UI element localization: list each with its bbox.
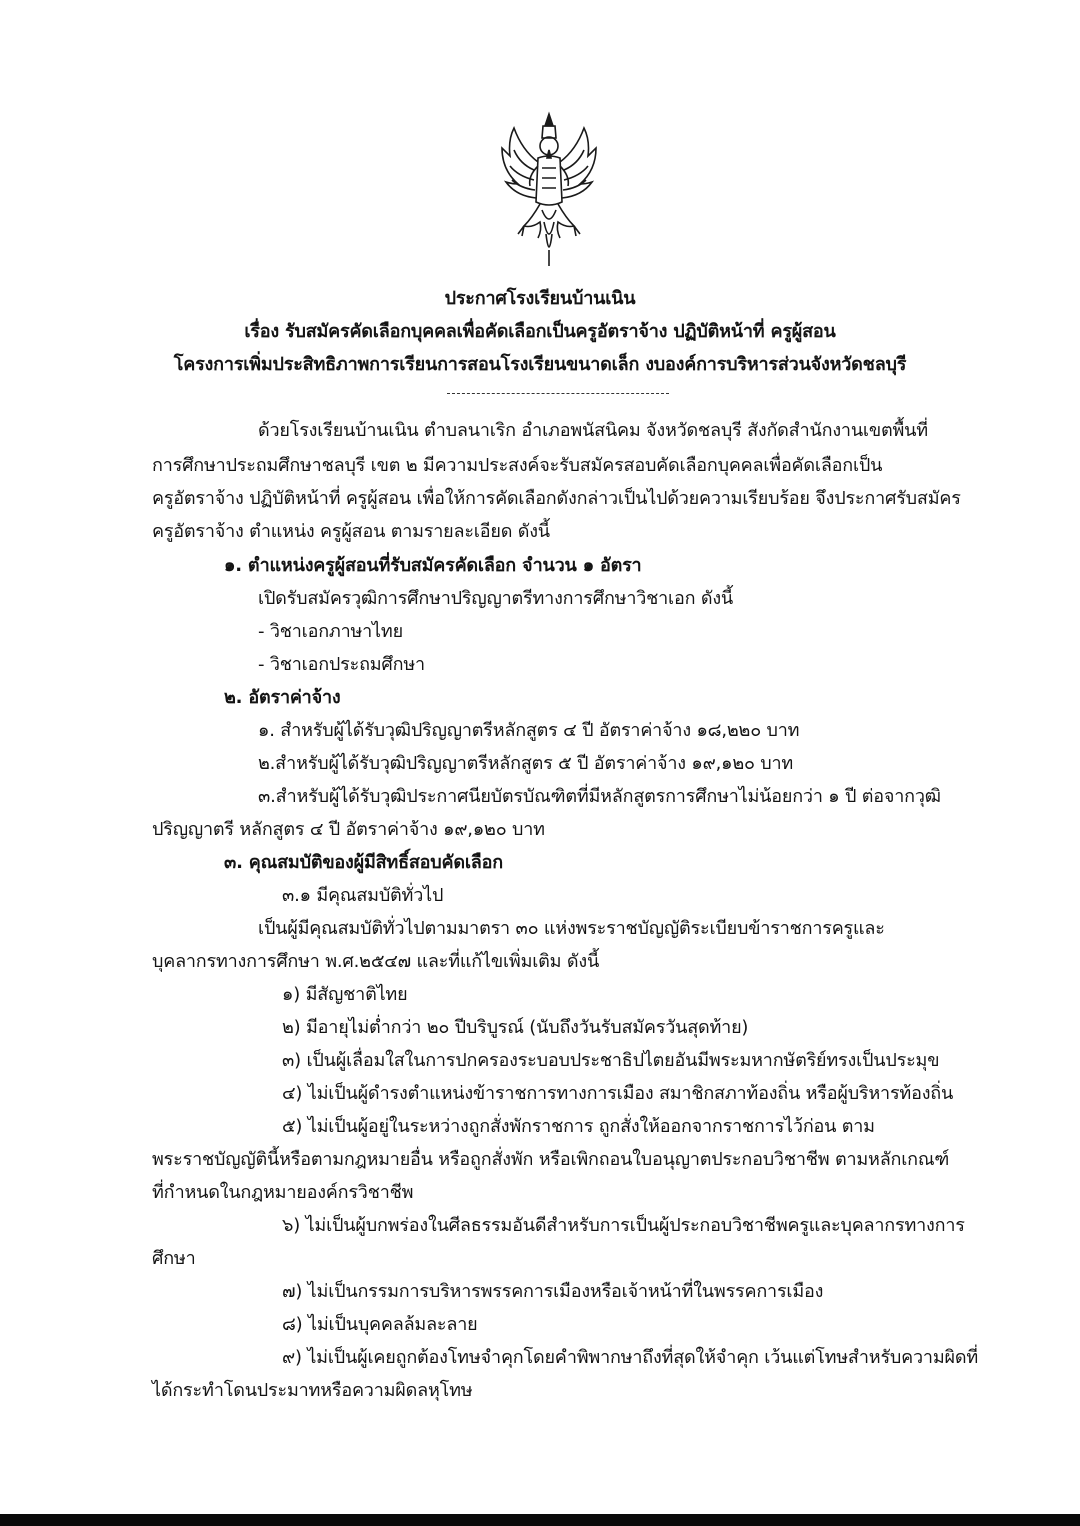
qualification-line: ๒) มีอายุไม่ต่ำกว่า ๒๐ ปีบริบูรณ์ (นับถึงวันรับสมัครวันสุดท้าย) bbox=[282, 1017, 749, 1038]
qualification-line: ๓) เป็นผู้เลื่อมใสในการปกครองระบอบประชาธิปไตยอันมีพระมหากษัตริย์ทรงเป็นประมุข bbox=[282, 1050, 940, 1071]
rate-line: ปริญญาตรี หลักสูตร ๔ ปี อัตราค่าจ้าง ๑๙,๑๒๐ บาท bbox=[152, 819, 545, 840]
qualification-line: ที่กำหนดในกฎหมายองค์กรวิชาชีพ bbox=[152, 1182, 414, 1203]
section-3-description: เป็นผู้มีคุณสมบัติทั่วไปตามมาตรา ๓๐ แห่งพระราชบัญญัติระเบียบข้าราชการครูและ bbox=[258, 918, 885, 939]
section-2-heading: ๒. อัตราค่าจ้าง bbox=[224, 687, 341, 708]
qualification-line: ๕) ไม่เป็นผู้อยู่ในระหว่างถูกสั่งพักราชการ ถูกสั่งให้ออกจากราชการไว้ก่อน ตาม bbox=[282, 1116, 875, 1137]
qualification-line: ๔) ไม่เป็นผู้ดำรงตำแหน่งข้าราชการทางการเมือง สมาชิกสภาท้องถิ่น หรือผู้บริหารท้องถิ่น bbox=[282, 1083, 954, 1104]
qualification-line: ๘) ไม่เป็นบุคคลล้มละลาย bbox=[282, 1314, 478, 1335]
section-3-subheading: ๓.๑ มีคุณสมบัติทั่วไป bbox=[282, 885, 444, 906]
section-3-heading: ๓. คุณสมบัติของผู้มีสิทธิ์สอบคัดเลือก bbox=[224, 852, 503, 873]
qualification-line: ๗) ไม่เป็นกรรมการบริหารพรรคการเมืองหรือเจ้าหน้าที่ในพรรคการเมือง bbox=[282, 1281, 824, 1302]
rate-line: ๓.สำหรับผู้ได้รับวุฒิประกาศนียบัตรบัณฑิตที่มีหลักสูตรการศึกษาไม่น้อยกว่า ๑ ปี ต่อจากวุฒิ bbox=[258, 786, 941, 807]
qualification-line: ๑) มีสัญชาติไทย bbox=[282, 984, 408, 1005]
qualification-line: ได้กระทำโดนประมาทหรือความผิดลหุโทษ bbox=[152, 1380, 473, 1401]
section-3-description: บุคลากรทางการศึกษา พ.ศ.๒๕๔๗ และที่แก้ไขเพิ่มเติม ดังนี้ bbox=[152, 951, 600, 972]
intro-line: ครูอัตราจ้าง ปฏิบัติหน้าที่ ครูผู้สอน เพื่อให้การคัดเลือกดังกล่าวเป็นไปด้วยความเรียบร้อย จึงประกาศรับสมัคร bbox=[152, 488, 961, 509]
header-separator bbox=[447, 393, 669, 394]
intro-line: ครูอัตราจ้าง ตำแหน่ง ครูผู้สอน ตามรายละเอียด ดังนี้ bbox=[152, 521, 550, 542]
garuda-emblem-icon bbox=[498, 110, 600, 270]
qualification-line: พระราชบัญญัตินี้หรือตามกฎหมายอื่น หรือถูกสั่งพัก หรือเพิกถอนใบอนุญาตประกอบวิชาชีพ ตามหลักเกณฑ์ bbox=[152, 1149, 950, 1170]
section-1-description: เปิดรับสมัครวุฒิการศึกษาปริญญาตรีทางการศึกษาวิชาเอก ดังนี้ bbox=[258, 588, 734, 609]
announcement-subject: เรื่อง รับสมัครคัดเลือกบุคคลเพื่อคัดเลือกเป็นครูอัตราจ้าง ปฏิบัติหน้าที่ ครูผู้สอน bbox=[244, 321, 836, 342]
list-item: - วิชาเอกประถมศึกษา bbox=[258, 654, 425, 675]
announcement-title: ประกาศโรงเรียนบ้านเนิน bbox=[444, 288, 636, 309]
rate-line: ๒.สำหรับผู้ได้รับวุฒิปริญญาตรีหลักสูตร ๕ ปี อัตราค่าจ้าง ๑๙,๑๒๐ บาท bbox=[258, 753, 794, 774]
announcement-project: โครงการเพิ่มประสิทธิภาพการเรียนการสอนโรงเรียนขนาดเล็ก งบองค์การบริหารส่วนจังหวัดชลบุรี bbox=[173, 354, 907, 375]
bottom-border bbox=[0, 1514, 1080, 1526]
list-item: - วิชาเอกภาษาไทย bbox=[258, 621, 403, 642]
qualification-line: ๖) ไม่เป็นผู้บกพร่องในศีลธรรมอันดีสำหรับการเป็นผู้ประกอบวิชาชีพครูและบุคลากรทางการ bbox=[282, 1215, 965, 1236]
section-1-heading: ๑. ตำแหน่งครูผู้สอนที่รับสมัครคัดเลือก จำนวน ๑ อัตรา bbox=[224, 555, 642, 576]
rate-line: ๑. สำหรับผู้ได้รับวุฒิปริญญาตรีหลักสูตร ๔ ปี อัตราค่าจ้าง ๑๘,๒๒๐ บาท bbox=[258, 720, 800, 741]
intro-line: ด้วยโรงเรียนบ้านเนิน ตำบลนาเริก อำเภอพนัสนิคม จังหวัดชลบุรี สังกัดสำนักงานเขตพื้นที่ bbox=[258, 420, 928, 441]
intro-line: การศึกษาประถมศึกษาชลบุรี เขต ๒ มีความประสงค์จะรับสมัครสอบคัดเลือกบุคคลเพื่อคัดเลือกเป็น bbox=[152, 455, 883, 476]
qualification-line: ศึกษา bbox=[152, 1248, 196, 1269]
qualification-line: ๙) ไม่เป็นผู้เคยถูกต้องโทษจำคุกโดยคำพิพากษาถึงที่สุดให้จำคุก เว้นแต่โทษสำหรับความผิดที่ bbox=[282, 1347, 978, 1368]
